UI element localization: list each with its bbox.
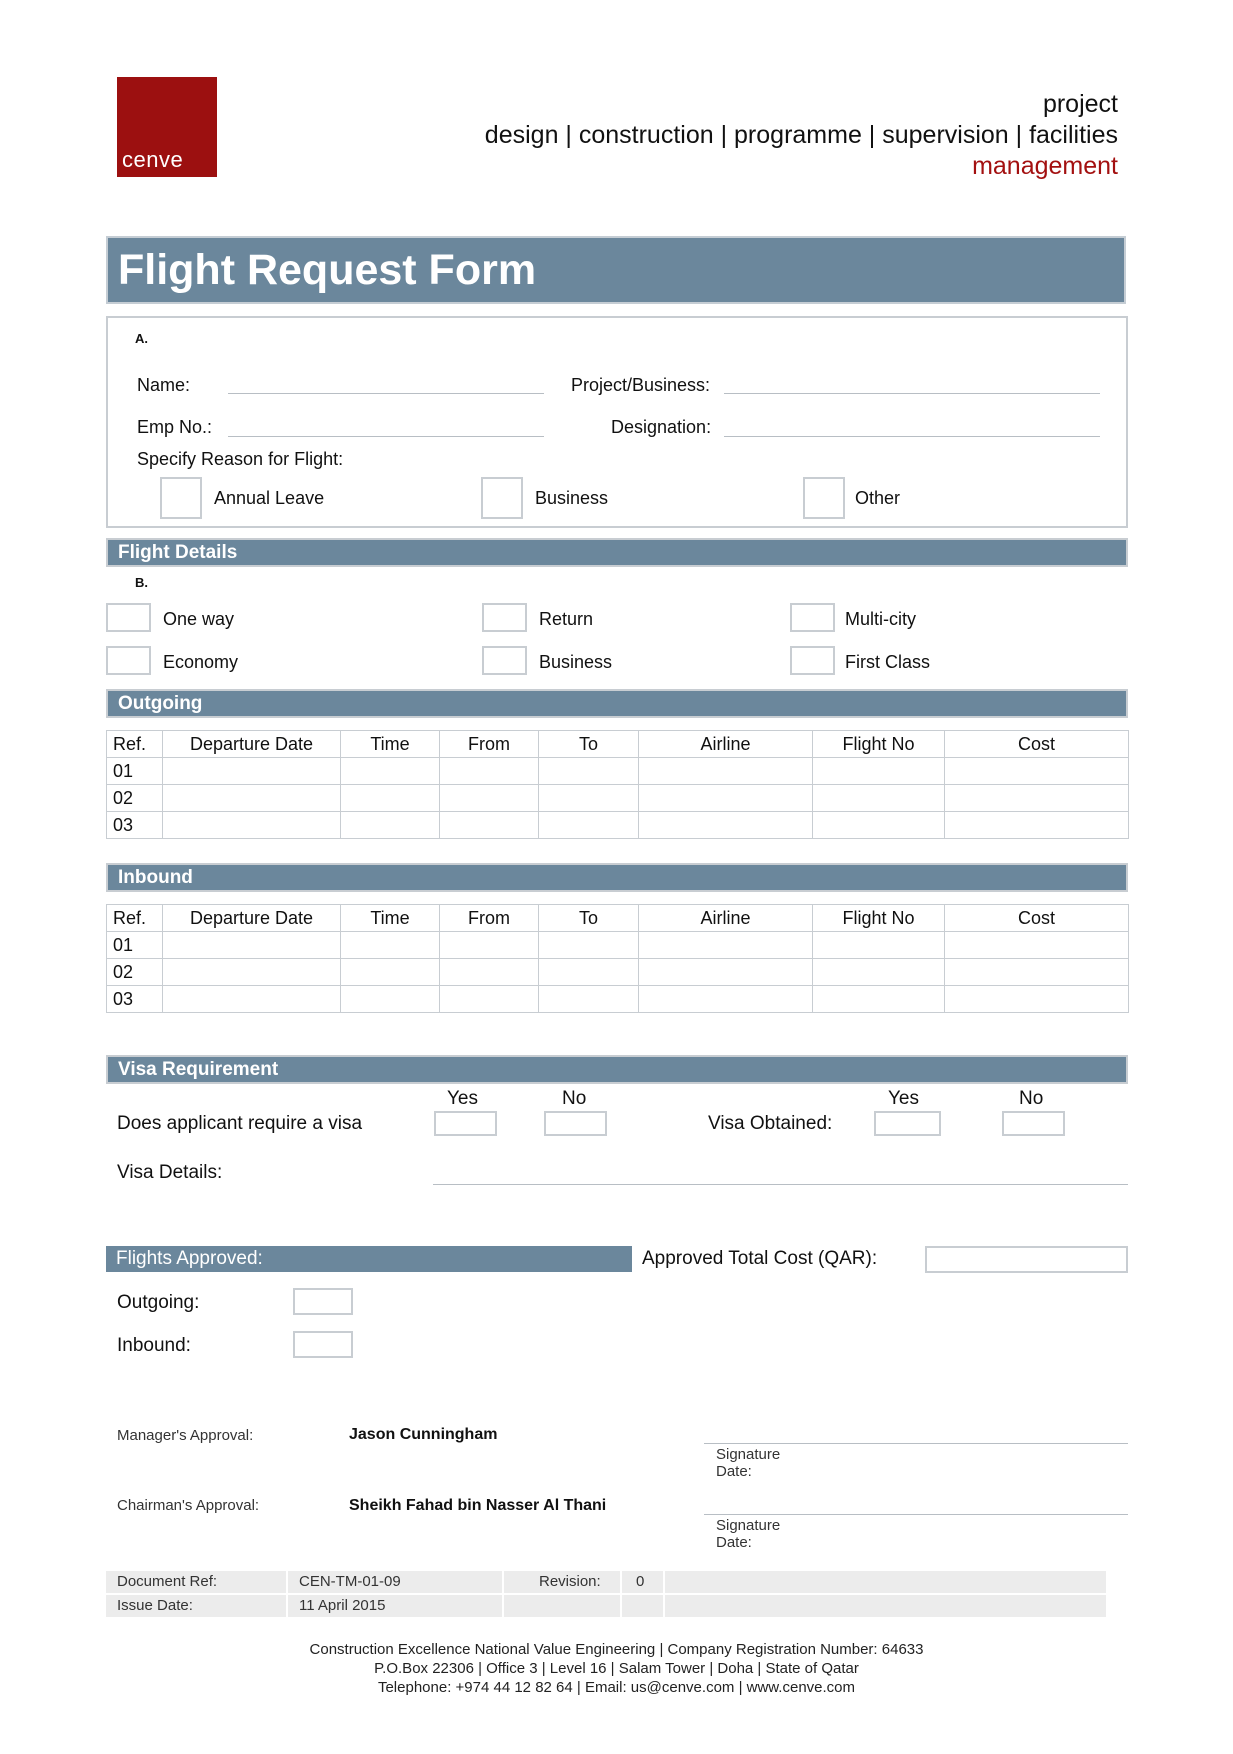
table-row	[107, 758, 1129, 785]
business-reason-label: Business	[535, 488, 609, 508]
section-a-marker: A.	[135, 331, 148, 346]
outgoing-bar	[106, 689, 1128, 718]
to-cell[interactable]	[539, 812, 639, 839]
time-cell[interactable]	[341, 986, 440, 1013]
visa-yes-label: Yes	[447, 1088, 478, 1109]
logo-text: cenve	[122, 147, 184, 172]
flight-no-cell[interactable]	[813, 758, 945, 785]
col-flight-no: Flight No	[813, 905, 945, 932]
airline-cell[interactable]	[639, 785, 813, 812]
designation-field[interactable]	[724, 436, 1100, 437]
flight-no-cell[interactable]	[813, 785, 945, 812]
from-cell[interactable]	[440, 758, 539, 785]
meta-divider	[502, 1571, 504, 1617]
meta-divider	[286, 1571, 288, 1617]
revision-label: Revision:	[539, 1573, 601, 1590]
col-ref: Ref.	[107, 905, 163, 932]
annual-leave-label: Annual Leave	[214, 488, 325, 508]
manager-signature-label: Signature	[716, 1446, 781, 1463]
to-cell[interactable]	[539, 959, 639, 986]
return-label: Return	[539, 609, 594, 629]
time-cell[interactable]	[341, 758, 440, 785]
airline-cell[interactable]	[639, 812, 813, 839]
form-title: Flight Request Form	[118, 246, 537, 294]
from-cell[interactable]	[440, 812, 539, 839]
row-ref: 03	[107, 986, 163, 1013]
form-title-bar	[106, 236, 1126, 304]
table-row	[107, 986, 1129, 1013]
departure-date-cell[interactable]	[163, 959, 341, 986]
business-reason-checkbox[interactable]	[481, 477, 523, 519]
inbound-title: Inbound	[118, 867, 193, 888]
tagline-management: management	[972, 152, 1118, 180]
name-label: Name:	[137, 375, 191, 395]
cost-cell[interactable]	[945, 932, 1129, 959]
other-reason-checkbox[interactable]	[803, 477, 845, 519]
flight-no-cell[interactable]	[813, 986, 945, 1013]
company-logo	[117, 77, 217, 177]
flight-no-cell[interactable]	[813, 959, 945, 986]
row-ref: 03	[107, 812, 163, 839]
meta-divider	[620, 1571, 622, 1617]
col-airline: Airline	[639, 905, 813, 932]
airline-cell[interactable]	[639, 758, 813, 785]
col-departure-date: Departure Date	[163, 731, 341, 758]
col-time: Time	[341, 905, 440, 932]
table-row	[107, 959, 1129, 986]
doc-ref-value: CEN-TM-01-09	[299, 1573, 401, 1590]
manager-date-label: Date:	[716, 1463, 752, 1480]
project-label: Project/Business:	[571, 375, 711, 395]
visa-obtained-yes-box[interactable]	[874, 1111, 941, 1136]
cost-cell[interactable]	[945, 812, 1129, 839]
multi-city-checkbox[interactable]	[790, 603, 835, 632]
return-checkbox[interactable]	[482, 603, 527, 632]
col-from: From	[440, 731, 539, 758]
col-airline: Airline	[639, 731, 813, 758]
airline-cell[interactable]	[639, 959, 813, 986]
footer-contact: Telephone: +974 44 12 82 64 | Email: us@cenve.com | www.cenve.com	[377, 1679, 856, 1696]
departure-date-cell[interactable]	[163, 812, 341, 839]
total-cost-field[interactable]	[925, 1246, 1128, 1273]
inbound-header-row	[107, 905, 1129, 932]
reason-label: Specify Reason for Flight:	[137, 449, 344, 469]
flight-details-bar	[106, 538, 1128, 567]
visa-bar	[106, 1055, 1128, 1084]
time-cell[interactable]	[341, 785, 440, 812]
from-cell[interactable]	[440, 785, 539, 812]
name-field[interactable]	[228, 393, 544, 394]
visa-no-label: No	[562, 1088, 587, 1109]
outgoing-approved-box[interactable]	[293, 1288, 353, 1315]
business-class-label: Business	[539, 652, 613, 672]
section-b-marker: B.	[135, 575, 148, 590]
to-cell[interactable]	[539, 785, 639, 812]
multi-city-label: Multi-city	[845, 609, 916, 629]
inbound-approved-box[interactable]	[293, 1331, 353, 1358]
table-row	[107, 812, 1129, 839]
time-cell[interactable]	[341, 812, 440, 839]
cost-cell[interactable]	[945, 986, 1129, 1013]
visa-obtained-label: Visa Obtained:	[708, 1113, 833, 1134]
manager-name: Jason Cunningham	[349, 1426, 498, 1443]
departure-date-cell[interactable]	[163, 785, 341, 812]
cost-cell[interactable]	[945, 785, 1129, 812]
inbound-table	[106, 904, 1129, 1013]
visa-title: Visa Requirement	[118, 1059, 279, 1080]
inbound-bar	[106, 863, 1128, 892]
from-cell[interactable]	[440, 986, 539, 1013]
one-way-checkbox[interactable]	[106, 603, 151, 632]
emp-label: Emp No.:	[137, 417, 213, 437]
col-cost: Cost	[945, 731, 1129, 758]
footer-address: P.O.Box 22306 | Office 3 | Level 16 | Salam Tower | Doha | State of Qatar	[374, 1660, 859, 1677]
project-field[interactable]	[724, 393, 1100, 394]
to-cell[interactable]	[539, 986, 639, 1013]
obtained-no-label: No	[1019, 1088, 1044, 1109]
airline-cell[interactable]	[639, 932, 813, 959]
table-row	[107, 785, 1129, 812]
outgoing-header-row	[107, 731, 1129, 758]
visa-details-field[interactable]	[433, 1184, 1128, 1185]
col-flight-no: Flight No	[813, 731, 945, 758]
visa-required-no-box[interactable]	[544, 1111, 607, 1136]
chairman-signature-label: Signature	[716, 1517, 781, 1534]
row-ref: 01	[107, 932, 163, 959]
time-cell[interactable]	[341, 959, 440, 986]
cost-cell[interactable]	[945, 959, 1129, 986]
economy-label: Economy	[163, 652, 239, 672]
visa-required-yes-box[interactable]	[434, 1111, 497, 1136]
departure-date-cell[interactable]	[163, 986, 341, 1013]
flight-no-cell[interactable]	[813, 932, 945, 959]
visa-question: Does applicant require a visa	[117, 1113, 363, 1134]
economy-checkbox[interactable]	[106, 646, 151, 675]
visa-details-label: Visa Details:	[117, 1162, 223, 1183]
doc-meta-row-1	[106, 1571, 1106, 1593]
manager-approval-label: Manager's Approval:	[117, 1427, 254, 1444]
table-row	[107, 932, 1129, 959]
from-cell[interactable]	[440, 932, 539, 959]
col-departure-date: Departure Date	[163, 905, 341, 932]
row-ref: 02	[107, 959, 163, 986]
emp-field[interactable]	[228, 436, 544, 437]
flight-details-title: Flight Details	[118, 542, 238, 563]
time-cell[interactable]	[341, 932, 440, 959]
row-ref: 02	[107, 785, 163, 812]
tagline-services: design | construction | programme | supervision | facilities	[484, 121, 1118, 149]
col-ref: Ref.	[107, 731, 163, 758]
airline-cell[interactable]	[639, 986, 813, 1013]
from-cell[interactable]	[440, 959, 539, 986]
visa-obtained-no-box[interactable]	[1002, 1111, 1065, 1136]
chairman-approval-label: Chairman's Approval:	[117, 1497, 260, 1514]
col-from: From	[440, 905, 539, 932]
obtained-yes-label: Yes	[888, 1088, 919, 1109]
manager-signature-line[interactable]	[704, 1443, 1128, 1444]
revision-value: 0	[636, 1573, 645, 1590]
tagline-project: project	[1042, 90, 1118, 118]
first-class-checkbox[interactable]	[790, 646, 835, 675]
first-class-label: First Class	[845, 652, 930, 672]
one-way-label: One way	[163, 609, 235, 629]
chairman-date-label: Date:	[716, 1534, 752, 1551]
footer-company: Construction Excellence National Value Engineering | Company Registration Number: 64633	[309, 1641, 924, 1658]
outgoing-table	[106, 730, 1129, 839]
designation-label: Designation:	[611, 417, 712, 437]
meta-divider	[663, 1571, 665, 1617]
departure-date-cell[interactable]	[163, 932, 341, 959]
to-cell[interactable]	[539, 758, 639, 785]
outgoing-approved-label: Outgoing:	[117, 1292, 200, 1313]
annual-leave-checkbox[interactable]	[160, 477, 202, 519]
outgoing-title: Outgoing	[118, 693, 203, 714]
col-to: To	[539, 731, 639, 758]
doc-meta-row-2	[106, 1595, 1106, 1617]
col-to: To	[539, 905, 639, 932]
row-ref: 01	[107, 758, 163, 785]
col-cost: Cost	[945, 905, 1129, 932]
chairman-signature-line[interactable]	[704, 1514, 1128, 1515]
business-class-checkbox[interactable]	[482, 646, 527, 675]
inbound-approved-label: Inbound:	[117, 1335, 191, 1356]
issue-date-value: 11 April 2015	[299, 1597, 386, 1614]
cost-cell[interactable]	[945, 758, 1129, 785]
flights-approved-label: Flights Approved:	[116, 1248, 263, 1269]
col-time: Time	[341, 731, 440, 758]
doc-ref-label: Document Ref:	[117, 1573, 218, 1590]
other-reason-label: Other	[855, 488, 901, 508]
flights-approved-bar	[106, 1246, 632, 1272]
chairman-name: Sheikh Fahad bin Nasser Al Thani	[349, 1497, 607, 1514]
flight-no-cell[interactable]	[813, 812, 945, 839]
total-cost-label: Approved Total Cost (QAR):	[642, 1248, 878, 1269]
to-cell[interactable]	[539, 932, 639, 959]
departure-date-cell[interactable]	[163, 758, 341, 785]
issue-date-label: Issue Date:	[117, 1597, 193, 1614]
